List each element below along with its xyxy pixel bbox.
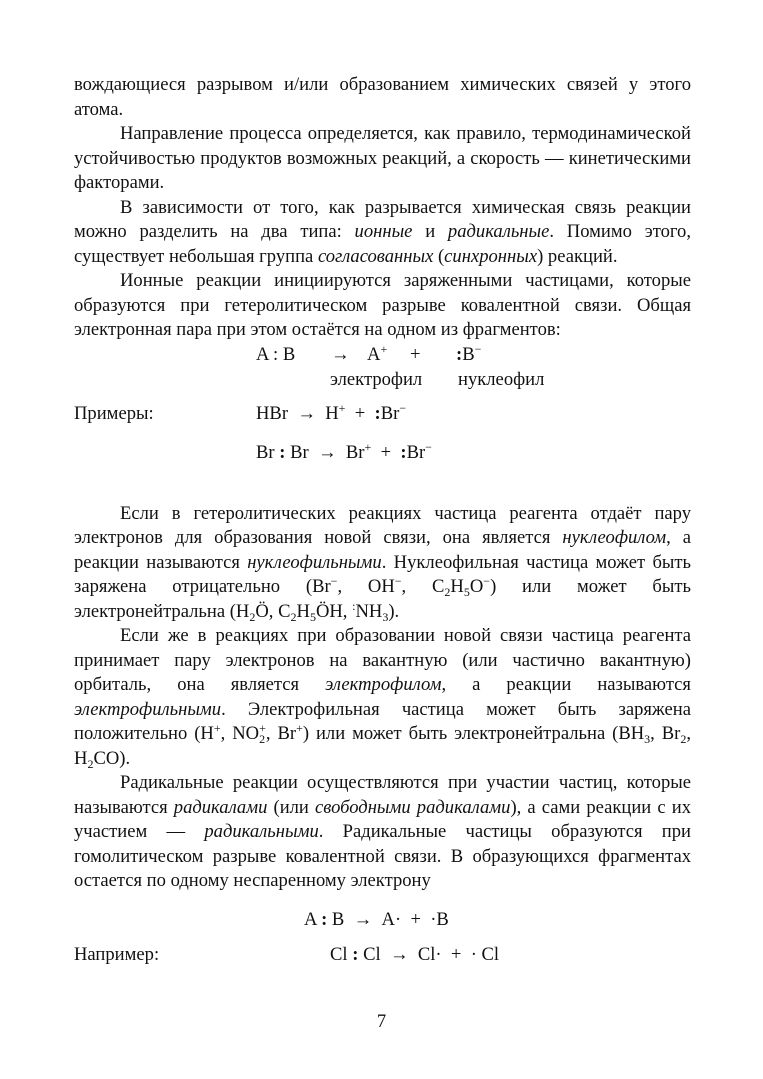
eq1-a-plus: A+ (367, 341, 388, 365)
page-body (74, 73, 691, 968)
paragraph-3: В зависимости от того, как разрывается химическая связь реакции можно разделить на два типа: ионные и радикальные. Помимо этого, существует небольшая группа согласованных (синхронных) реакций. (74, 196, 691, 267)
example-cl2 (74, 943, 691, 968)
paragraph-6: Если же в реакциях при образовании новой связи частица реагента принимает пару электронов на вакантную (или частично вакантную) орбиталь, она является электрофилом, а реакции называются электрофильными. Электрофильная частица может быть заряжена положительно (H+, $NO_2^+$, Br+) или может быть электронейтральна ($BH_3$, $Br_2$, $H_2CO$). (74, 625, 692, 771)
equation-homolysis (74, 908, 691, 933)
term-free-radicals: свободными радикалами (315, 796, 511, 818)
examples-label: Примеры: (74, 402, 154, 424)
label-nucleophile: нуклеофил (458, 368, 545, 390)
term-radical: радикальные (447, 221, 550, 242)
term-synchronous: синхронных (444, 245, 538, 267)
eq1-left: A : B (256, 343, 296, 365)
paragraph-4: Ионные реакции инициируются заряженными частицами, которые образуются при гетеролитическом разрыве ковалентной связи. Общая электронная пара при этом остаётся на одном из фрагментов: (74, 270, 691, 340)
term-electrophile: электрофилом (325, 674, 442, 695)
eq2-equation: A : B → A· + ·B (304, 908, 449, 930)
term-ionic: ионные (354, 221, 413, 242)
equation-heterolysis (74, 343, 691, 368)
example-br2 (74, 441, 691, 466)
term-nucleophile: нуклеофилом (562, 527, 667, 548)
eq1-plus: + (410, 343, 421, 365)
term-electrophilic: электрофильными (74, 698, 222, 720)
paragraph-5: Если в гетеролитических реакциях частица реагента отдаёт пару электронов для образования новой связи, она является нуклеофилом, а реакции называются нуклеофильными. Нуклеофильная частица может быть заряжена отрицательно (Br−, OH−, $C_2H_5O^-$) или может быть электронейтральна ($H_2Ö$, $C_2H_5ÖH$, $^:NH_3$). (74, 502, 692, 624)
term-nucleophilic: нуклеофильными (247, 551, 382, 573)
example-cl2-equation: Cl : Cl → Cl· + · Cl (330, 943, 500, 965)
paragraph-1: вождающиеся разрывом и/или образованием химических связей у этого атома. (74, 74, 691, 120)
eq1-b-minus: :B− (456, 341, 482, 365)
page-number: 7 (376, 1011, 387, 1032)
label-electrophile: электрофил (330, 368, 423, 390)
example-hbr (74, 402, 691, 427)
term-concerted: согласованных (317, 245, 434, 267)
eq1-arrow: → (331, 343, 350, 365)
paragraph-7: Радикальные реакции осуществляются при участии частиц, которые называются радикалами (или свободными радикалами), а сами реакции с их участием — радикальными. Радикальные частицы образуются при гомолитическом разрыве ковалентной связи. В образующихся фрагментах остается по одному неспаренному электрону (74, 772, 692, 891)
paragraph-2: Направление процесса определяется, как правило, термодинамической устойчивостью продуктов возможных реакций, а скорость — кинетическими факторами. (74, 123, 691, 193)
example-label: Например: (74, 943, 160, 965)
term-radicals: радикалами (173, 796, 268, 818)
example-hbr-equation: HBr → H+ + :Br− (256, 400, 407, 424)
term-radical-reactions: радикальными (204, 821, 319, 842)
equation-labels (74, 368, 691, 393)
example-br2-equation: Br : Br → Br+ + :Br− (256, 439, 432, 463)
